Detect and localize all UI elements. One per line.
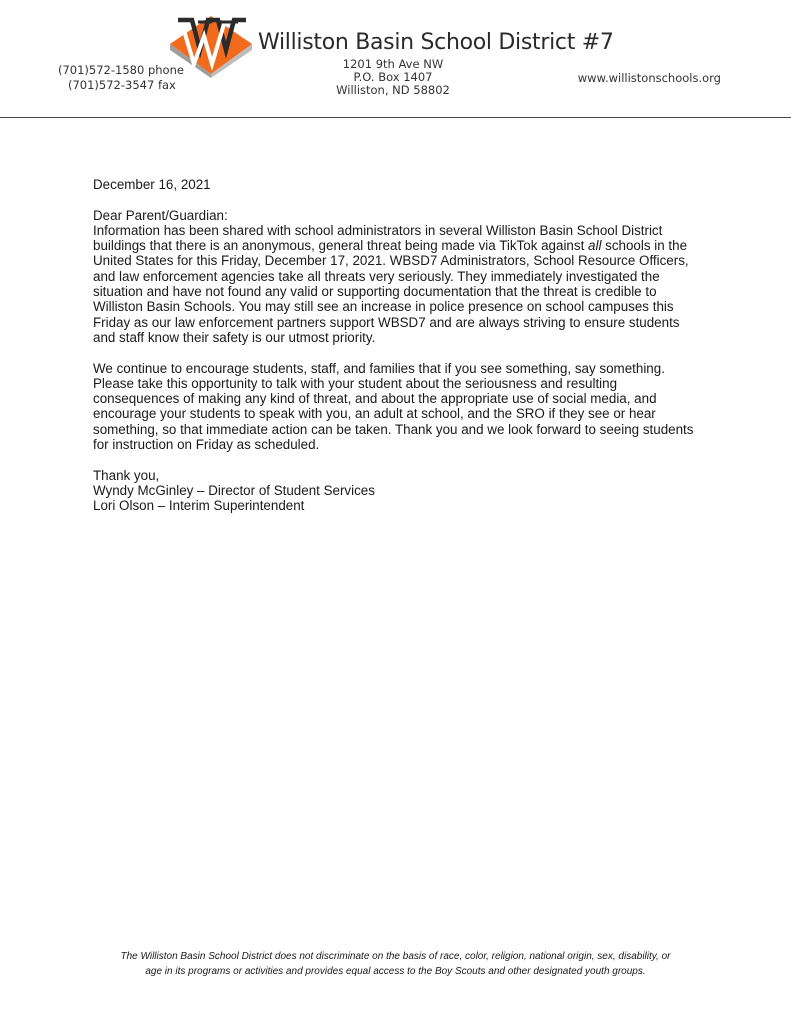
- nondiscrimination-notice: [70, 949, 721, 979]
- closing: Thank you,: [93, 467, 160, 483]
- signature-olson: Lori Olson – Interim Superintendent: [93, 498, 305, 514]
- paragraph-threat-info-end: schools in the United States for this Friday, December 17, 2021. WBSD7 Administrators, School Resource Officers, and law enforcement agencies take all threats very seriously. They immediately investigated the situation and have not found any valid or supporting documentation that the threat is credible to Williston Basin Schools. You may still see an increase in police presence on school campuses this Friday as our law enforcement partners support WBSD7 and are always striving to ensure students and staff know their safety is our utmost priority.: [93, 238, 689, 345]
- paragraph-encouragement: We continue to encourage students, staff, and families that if you see something, say something. Please take this opportunity to talk with your student about the seriousness and resulting consequences of making any kind of threat, and about the appropriate use of social media, and encourage your students to speak with you, an adult at school, and the SRO if they see or hear something, so that immediate action can be taken. Thank you and we look forward to seeing students for instruction on Friday as scheduled.: [93, 360, 694, 453]
- header-divider: [0, 117, 791, 118]
- address-line-street: 1201 9th Ave NW: [342, 57, 444, 71]
- district-name: Williston Basin School District #7: [258, 30, 614, 55]
- contact-numbers: [58, 63, 184, 93]
- website-link[interactable]: www.willistonschools.org: [577, 71, 721, 85]
- emphasis-all: all: [588, 238, 602, 254]
- fax-number: (701)572-3547 fax: [68, 78, 176, 92]
- salutation: Dear Parent/Guardian:: [93, 207, 228, 223]
- address-line-city: Williston, ND 58802: [336, 83, 450, 97]
- paragraph-threat-info: [93, 223, 703, 345]
- letter-date: December 16, 2021: [93, 177, 211, 192]
- address-line-po-box: P.O. Box 1407: [353, 70, 433, 84]
- notice-line-1: The Williston Basin School District does not discriminate on the basis of race, color, religion, national origin, sex, disability, or: [120, 951, 671, 962]
- paragraph-threat-info-start: Information has been shared with school administrators in several Williston Basin School District buildings that there is an anonymous, general threat being made via TikTok against: [93, 222, 663, 254]
- letter-body: [93, 177, 703, 514]
- district-address: [318, 58, 468, 97]
- notice-line-2: age in its programs or activities and provides equal access to the Boy Scouts and other designated youth groups.: [145, 966, 646, 977]
- phone-number: (701)572-1580 phone: [58, 63, 184, 77]
- signature-mcginley: Wyndy McGinley – Director of Student Services: [93, 482, 375, 498]
- letterhead: [0, 0, 791, 118]
